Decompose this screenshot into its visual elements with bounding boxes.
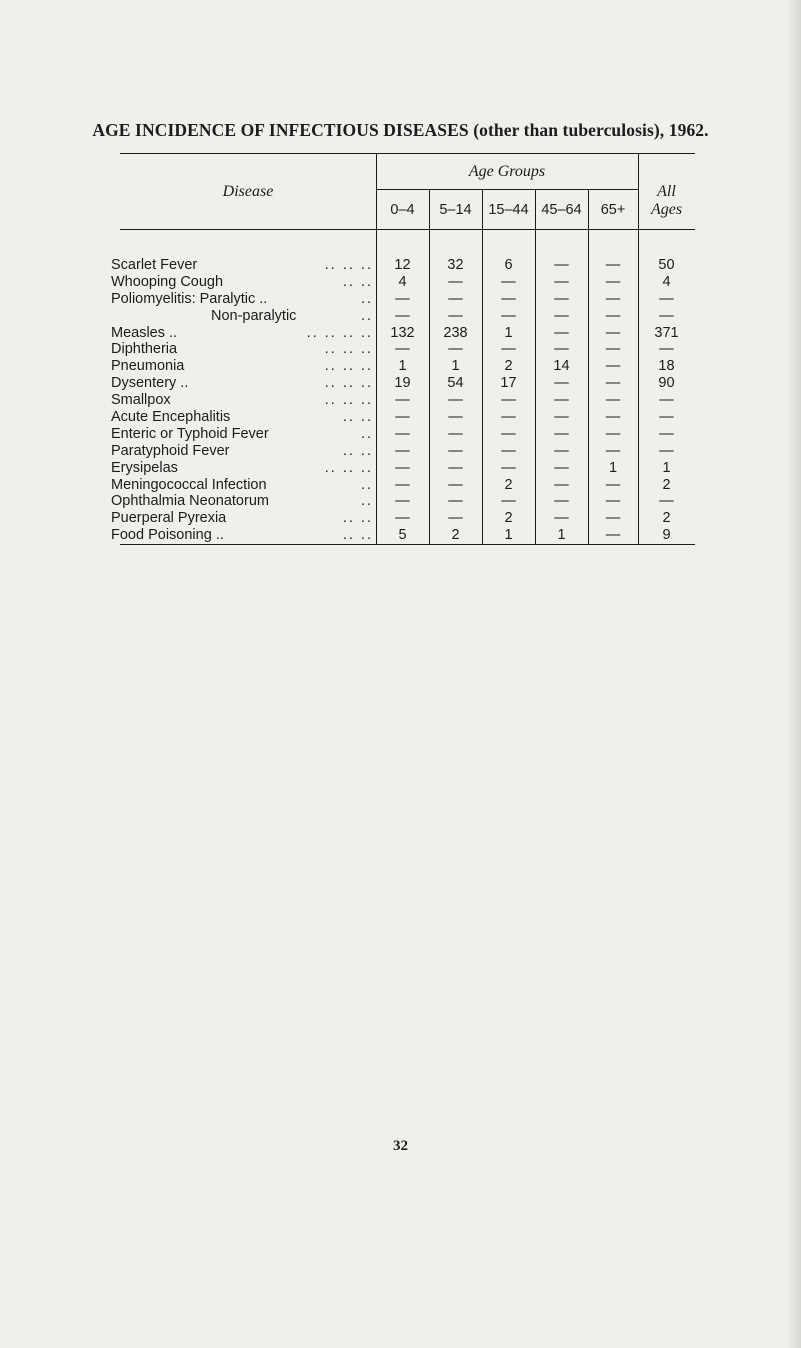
age-group-cell: — (605, 392, 621, 409)
all-ages-cell: — (659, 307, 674, 324)
leader-dots: .. .. .. (324, 375, 373, 392)
all-ages-cell: — (659, 392, 674, 409)
leader-dots: .. (360, 290, 373, 307)
leader-dots: .. .. .. (324, 392, 373, 409)
age-group-cell: — (554, 341, 569, 358)
age-group-cell: — (554, 425, 569, 442)
age-group-cell: 6 (504, 257, 513, 273)
age-group-cell: — (501, 425, 516, 442)
age-group-cell: 1 (557, 527, 566, 544)
age-group-cell: 32 (447, 257, 464, 273)
age-group-cell: — (605, 425, 621, 442)
table-row (111, 274, 696, 291)
table-row (111, 392, 696, 409)
age-group-cell: — (501, 341, 516, 358)
age-group-cell: 12 (394, 257, 411, 273)
all-ages-cell: — (659, 409, 674, 426)
leader-dots: .. .. (342, 442, 373, 459)
all-ages-cell: 18 (658, 358, 675, 375)
all-ages-cell: — (659, 341, 674, 358)
leader-dots: .. .. (342, 527, 373, 544)
leader-dots: .. (360, 476, 373, 493)
age-group-cell: — (605, 527, 621, 544)
age-group-cell: 1 (451, 358, 460, 375)
disease-name: Smallpox (111, 392, 171, 409)
header-bottom-rule (120, 229, 695, 230)
age-group-cell: — (605, 493, 621, 510)
disease-name: Ophthalmia Neonatorum (111, 493, 269, 510)
age-group-cell: — (395, 510, 410, 527)
table-row (111, 527, 696, 544)
age-group-cell: 2 (451, 527, 460, 544)
disease-name: Meningococcal Infection (111, 476, 267, 493)
disease-name: Whooping Cough (111, 273, 224, 290)
age-group-cell: — (395, 459, 410, 476)
age-group-cell: 1 (504, 527, 513, 544)
age-group-cell: — (448, 307, 463, 324)
age-group-cell: — (448, 409, 463, 426)
age-groups-rule (376, 189, 638, 190)
age-column-header: 5–14 (439, 202, 472, 218)
age-group-cell: 54 (447, 375, 464, 392)
leader-dots: .. .. (342, 409, 373, 426)
disease-name: Food Poisoning .. (111, 527, 224, 544)
age-group-cell: — (395, 476, 410, 493)
age-group-cell: — (501, 442, 516, 459)
age-group-cell: — (554, 510, 569, 527)
age-group-cell: — (448, 392, 463, 409)
age-group-cell: — (605, 290, 621, 307)
table-row (111, 493, 696, 510)
table-row (111, 325, 696, 342)
age-group-cell: — (448, 510, 463, 527)
age-group-cell: 1 (608, 459, 618, 476)
age-group-cell: 17 (500, 375, 517, 392)
age-column-header: 0–4 (390, 202, 415, 218)
age-column-header: 15–44 (488, 202, 529, 218)
age-group-cell: — (448, 290, 463, 307)
leader-dots: .. .. (342, 510, 373, 527)
age-group-cell: — (554, 324, 569, 341)
age-group-cell: 132 (390, 324, 415, 341)
all-ages-cell: 2 (662, 510, 671, 527)
table-row (111, 477, 696, 494)
table-row (111, 341, 696, 358)
age-group-cell: — (554, 392, 569, 409)
age-group-cell: — (395, 425, 410, 442)
disease-name: Puerperal Pyrexia (111, 510, 227, 527)
table-row (111, 291, 696, 308)
leader-dots: .. .. .. (324, 341, 373, 358)
age-group-cell: — (554, 442, 569, 459)
age-group-cell: 1 (504, 324, 513, 341)
table-top-rule (120, 153, 695, 154)
age-group-cell: — (605, 257, 621, 273)
age-group-cell: — (554, 290, 569, 307)
age-group-cell: — (395, 307, 410, 324)
leader-dots: .. .. .. (324, 257, 373, 273)
all-ages-cell: 1 (662, 459, 671, 476)
age-group-cell: — (554, 273, 569, 290)
age-group-cell: — (605, 358, 621, 375)
all-ages-cell: — (659, 290, 674, 307)
all-ages-cell: 371 (654, 324, 679, 341)
leader-dots: .. (360, 493, 373, 510)
age-group-cell: — (605, 510, 621, 527)
age-group-cell: — (501, 307, 516, 324)
leader-dots: .. .. (342, 273, 373, 290)
disease-name: Erysipelas (111, 459, 178, 476)
table-row (111, 426, 696, 443)
age-group-cell: — (501, 392, 516, 409)
all-ages-cell: — (659, 493, 674, 510)
disease-column-header: Disease (222, 183, 274, 200)
age-group-cell: 5 (398, 527, 407, 544)
age-group-cell: — (554, 476, 569, 493)
page-number: 32 (393, 1138, 408, 1154)
age-group-cell: — (448, 341, 463, 358)
age-group-cell: — (554, 307, 569, 324)
age-group-cell: — (395, 442, 410, 459)
leader-dots: .. .. .. .. (306, 324, 373, 341)
age-group-cell: — (448, 442, 463, 459)
age-group-cell: — (395, 493, 410, 510)
all-ages-cell: 9 (662, 527, 671, 544)
all-ages-cell: — (659, 442, 674, 459)
disease-name: Dysentery .. (111, 375, 189, 392)
age-group-cell: — (395, 290, 410, 307)
age-group-cell: — (395, 392, 410, 409)
all-ages-cell: 50 (658, 257, 675, 273)
age-group-cell: — (501, 290, 516, 307)
age-group-cell: — (448, 476, 463, 493)
age-group-cell: 19 (394, 375, 411, 392)
leader-dots: .. (360, 425, 373, 442)
age-group-cell: — (501, 409, 516, 426)
all-ages-cell: 2 (662, 476, 671, 493)
age-group-cell: — (605, 442, 621, 459)
disease-name: Paratyphoid Fever (111, 442, 230, 459)
table-row (111, 375, 696, 392)
disease-name: Diphtheria (111, 341, 178, 358)
age-group-cell: — (448, 273, 463, 290)
age-group-cell: — (605, 273, 621, 290)
age-group-cell: — (554, 375, 569, 392)
all-ages-cell: — (659, 425, 674, 442)
age-group-cell: 2 (504, 510, 513, 527)
all-ages-cell: 4 (662, 273, 671, 290)
leader-dots: .. .. .. (324, 358, 373, 375)
table-row (111, 257, 696, 274)
age-group-cell: — (554, 257, 569, 273)
age-group-cell: — (605, 375, 621, 392)
age-group-cell: — (554, 493, 569, 510)
age-group-cell: — (448, 425, 463, 442)
age-column-header: 65+ (600, 202, 626, 218)
all-ages-cell: 90 (658, 375, 675, 392)
age-group-cell: — (605, 341, 621, 358)
age-column-header: 45–64 (541, 202, 582, 218)
age-group-cell: — (501, 459, 516, 476)
age-group-cell: 1 (398, 358, 407, 375)
age-group-cell: — (554, 409, 569, 426)
age-group-cell: — (448, 493, 463, 510)
disease-name: Poliomyelitis: Paralytic .. (111, 290, 268, 307)
table-body (111, 257, 696, 544)
table-row (111, 358, 696, 375)
age-group-cell: — (605, 476, 621, 493)
disease-name: Acute Encephalitis (111, 409, 231, 426)
age-group-cell: — (501, 493, 516, 510)
table-row (111, 409, 696, 426)
page-title: AGE INCIDENCE OF INFECTIOUS DISEASES (other than tuberculosis), 1962. (92, 120, 709, 140)
age-group-cell: — (448, 459, 463, 476)
age-group-cell: — (554, 459, 569, 476)
disease-name: Enteric or Typhoid Fever (111, 425, 269, 442)
age-group-cell: 4 (398, 273, 407, 290)
age-group-cell: — (395, 409, 410, 426)
table-bottom-rule (120, 544, 695, 545)
age-group-cell: — (501, 273, 516, 290)
age-group-cell: — (605, 409, 621, 426)
table-row (111, 510, 696, 527)
table-row (111, 460, 696, 477)
age-group-cell: 2 (504, 358, 513, 375)
age-groups-header: Age Groups (468, 163, 546, 180)
age-group-cell: — (605, 324, 621, 341)
all-ages-header-line1: All (657, 183, 676, 200)
disease-name: Pneumonia (111, 358, 185, 375)
age-group-cell: 14 (553, 358, 570, 375)
all-ages-header-line2: Ages (650, 201, 683, 218)
leader-dots: .. (360, 307, 373, 324)
age-group-cell: — (605, 307, 621, 324)
disease-name: Non-paralytic (211, 307, 297, 324)
disease-name: Measles .. (111, 324, 178, 341)
table-row (111, 443, 696, 460)
table-row (111, 308, 696, 325)
disease-name: Scarlet Fever (111, 257, 198, 273)
age-group-cell: 238 (443, 324, 468, 341)
age-group-cell: — (395, 341, 410, 358)
leader-dots: .. .. .. (324, 459, 373, 476)
age-group-cell: 2 (504, 476, 513, 493)
